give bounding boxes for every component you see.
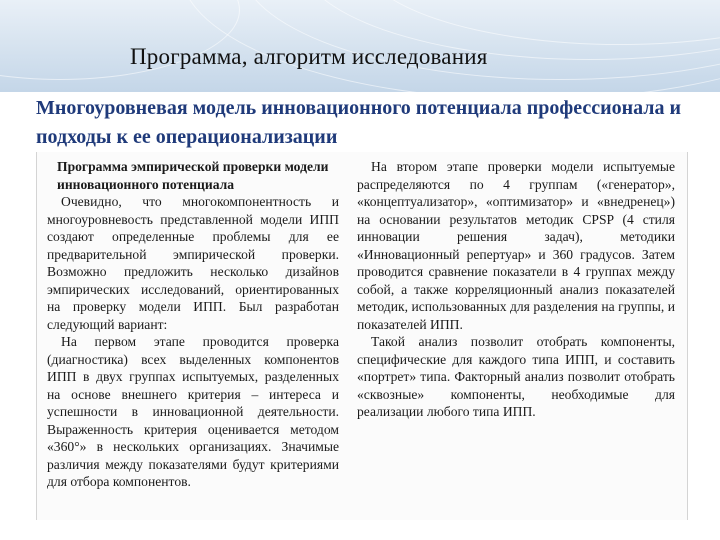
paragraph: На первом этапе проводится проверка (диагностика) всех выделенных компонентов ИПП в двух группах испытуемых, разделенных на основе внешнего критерия – интереса и успешности в инновационной деятельности. Выраженность критерия оценивается методом «360°» в нескольких организациях. Значимые различия между показателями будут критериями для отбора компонентов. <box>47 334 339 489</box>
section-heading: Программа эмпирической проверки модели инновационного потенциала <box>57 159 329 192</box>
right-text-column <box>357 158 675 421</box>
paragraph: Очевидно, что многокомпонентность и многоуровневость представленной модели ИПП создают определенные проблемы для ее предварительной эмпирической проверки. Возможно предложить несколько дизайнов эмпирических исследований, ориентированных на проверку модели ИПП. Был разработан следующий вариант: <box>47 194 339 332</box>
slide-subtitle: Многоуровневая модель инновационного потенциала профессионала и подходы к ее операционализации <box>36 97 682 148</box>
header-band <box>0 0 720 92</box>
scanned-text-image <box>36 152 688 520</box>
paragraph: Такой анализ позволит отобрать компоненты, специфические для каждого типа ИПП, и составить «портрет» типа. Факторный анализ позволит отобрать «сквозные» компоненты, необходимые для реализации любого типа ИПП. <box>357 334 675 419</box>
slide-title: Программа, алгоритм исследования <box>130 44 488 69</box>
paragraph: На втором этапе проверки модели испытуемые распределяются по 4 группам («генератор», «концептуализатор», «оптимизатор» и «внедренец») на основании результатов методик CPSP (4 стиля инновации решения задач), методики «Инновационный репертуар» и 360 градусов. Затем проводится сравнение показатели в 4 группах между собой, а также корреляционный анализ показателей методик, использованных для разделения на группы, и показателей ИПП. <box>357 159 675 332</box>
left-text-column <box>47 158 339 491</box>
